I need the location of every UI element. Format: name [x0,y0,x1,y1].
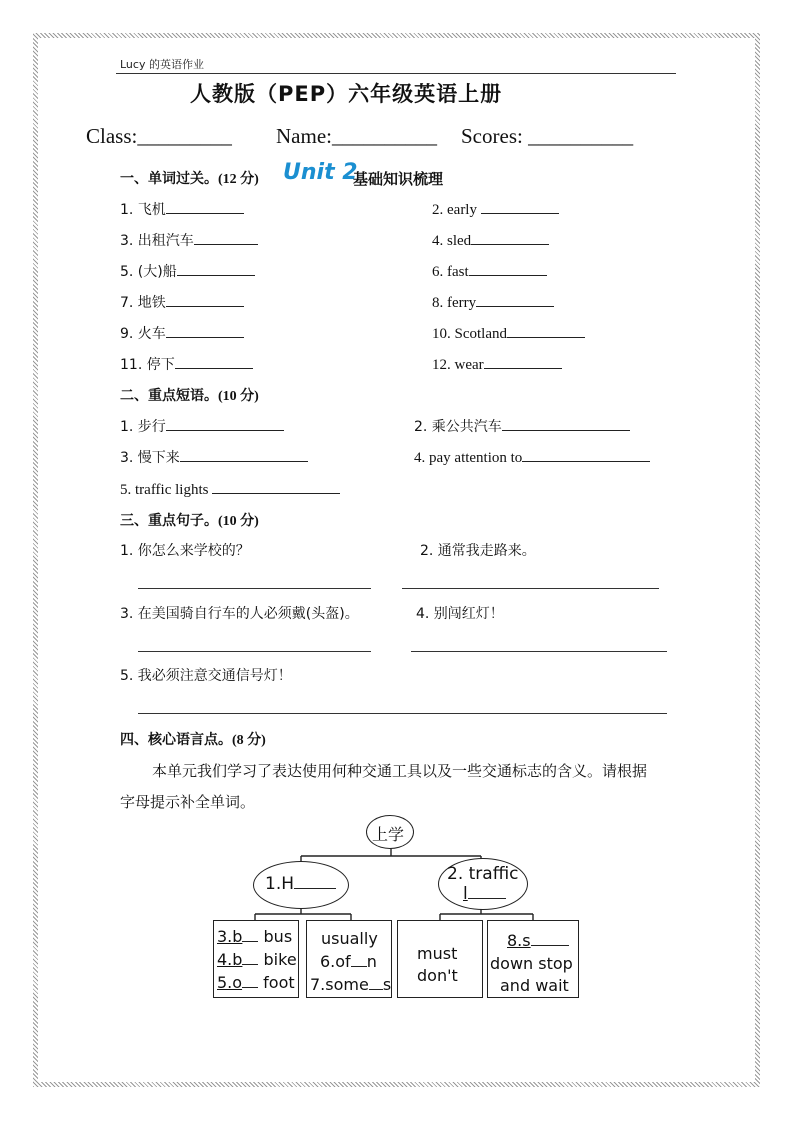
s1-item-12: 12. wear [432,354,562,374]
s1-item-5: 5. (大)船 [120,261,255,281]
box-transport-row-1: 3.b bus [217,927,293,946]
s3-item-1: 1. 你怎么来学校的？ [120,543,250,559]
unit-label: Unit 2 [283,160,358,185]
box-modal-row-1: must [417,944,458,963]
left-oval-label: 1.H [265,874,336,894]
instruction-line-2: 字母提示补全单词。 [120,793,256,811]
box-modal-row-2: don't [417,966,458,985]
name-field[interactable]: Name:__________ [276,124,437,148]
s3-item-5: 5. 我必须注意交通信号灯！ [120,668,292,684]
s2-item-2: 2. 乘公共汽车 [414,416,630,436]
box-frequency-row-2: 6.of n [320,952,377,971]
box-frequency-row-1: usually [321,929,378,948]
s2-item-3: 3. 慢下来 [120,447,308,467]
answer-blank[interactable] [294,874,336,889]
section1-title: 一、单词过关。 [120,171,218,187]
section2-points: (10 分) [218,389,259,404]
s3-item-3: 3. 在美国骑自行车的人必须戴(头盔)。 [120,606,359,622]
s1-item-11: 11. 停下 [120,354,253,374]
box-transport-row-3: 5.o foot [217,973,295,992]
s1-item-6: 6. fast [432,261,547,281]
box-signs-row-2: down stop [490,954,573,973]
s1-item-3: 3. 出租汽车 [120,230,258,250]
box-signs-row-3: and wait [500,976,569,995]
s1-item-7: 7. 地铁 [120,292,244,312]
answer-blank[interactable] [468,884,506,899]
page-title: 人教版（PEP）六年级英语上册 [190,82,503,106]
s1-item-10: 10. Scotland [432,323,585,343]
section1-points: (12 分) [218,172,259,187]
unit-subtitle: 基础知识梳理 [353,170,444,188]
s3-item-4: 4. 别闯红灯！ [416,606,504,622]
box-signs-row-1: 8.s [507,931,569,950]
s3-item-2: 2. 通常我走路来。 [420,543,536,559]
s1-item-9: 9. 火车 [120,323,244,343]
section3-points: (10 分) [218,514,259,529]
s1-item-4: 4. sled [432,230,549,250]
section4-title: 四、核心语言点。 [120,732,232,748]
s1-item-8: 8. ferry [432,292,554,312]
header-note: Lucy 的英语作业 [120,58,204,71]
section2-title: 二、重点短语。 [120,388,218,404]
section4-points: (8 分) [232,733,266,748]
scores-field[interactable]: Scores: __________ [461,124,634,148]
root-label: 上学 [372,825,405,844]
s1-item-2: 2. early [432,199,559,219]
right-oval-label-1: 2. traffic [447,864,519,884]
right-oval-label-2: l [463,884,506,904]
s2-item-5: 5. traffic lights [120,479,340,499]
section3-title: 三、重点句子。 [120,513,218,529]
s1-item-1: 1. 飞机 [120,199,244,219]
s2-item-1: 1. 步行 [120,416,284,436]
class-field[interactable]: Class:_________ [86,124,232,148]
instruction-line-1: 本单元我们学习了表达使用何种交通工具以及一些交通标志的含义。请根据 [152,762,648,780]
s2-item-4: 4. pay attention to [414,447,650,467]
box-transport-row-2: 4.b bike [217,950,297,969]
answer-blank[interactable] [531,933,569,946]
box-frequency-row-3: 7.some s [310,975,392,994]
